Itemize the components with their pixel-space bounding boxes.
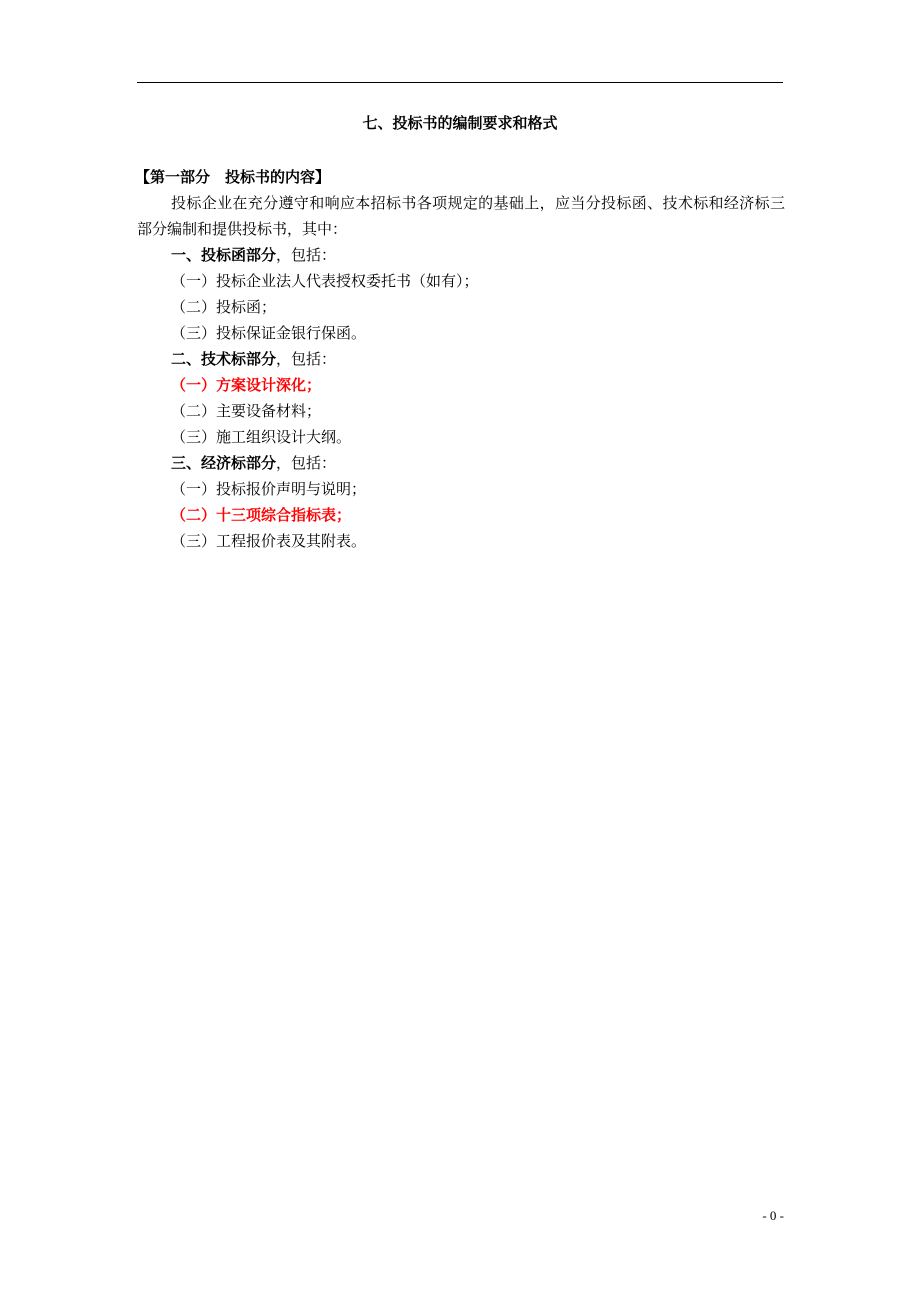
part-heading-label: 三、经济标部分	[171, 454, 277, 472]
page-title: 七、投标书的编制要求和格式	[362, 114, 558, 132]
part-heading-label: 二、技术标部分	[171, 350, 277, 368]
part-heading-suffix: ，包括：	[276, 350, 337, 368]
part-heading-label: 一、投标函部分	[171, 246, 277, 264]
part-heading-economic	[137, 450, 785, 476]
list-item: （三）投标保证金银行保函。	[171, 324, 367, 342]
list-item: （一）投标企业法人代表授权委托书（如有）；	[171, 272, 479, 290]
section-heading: 【第一部分 投标书的内容】	[135, 168, 331, 186]
list-item-highlighted: （二）十三项综合指标表；	[171, 506, 352, 524]
list-item: （二）主要设备材料；	[171, 402, 322, 420]
list-item-highlighted: （一）方案设计深化；	[171, 376, 322, 394]
part-heading-suffix: ，包括：	[276, 454, 337, 472]
part-heading-technical	[137, 346, 785, 372]
list-item: （三）工程报价表及其附表。	[171, 532, 367, 550]
page-number: - 0 -	[762, 1208, 784, 1223]
part-heading-bid-letter	[137, 242, 785, 268]
list-item: （一）投标报价声明与说明；	[171, 480, 367, 498]
header-rule	[137, 82, 783, 83]
intro-paragraph: 投标企业在充分遵守和响应本招标书各项规定的基础上，应当分投标函、技术标和经济标三部分编制和提供投标书，其中：	[137, 194, 785, 238]
document-body	[137, 164, 785, 554]
part-heading-suffix: ，包括：	[276, 246, 337, 264]
list-item: （二）投标函；	[171, 298, 277, 316]
list-item: （三）施工组织设计大纲。	[171, 428, 352, 446]
